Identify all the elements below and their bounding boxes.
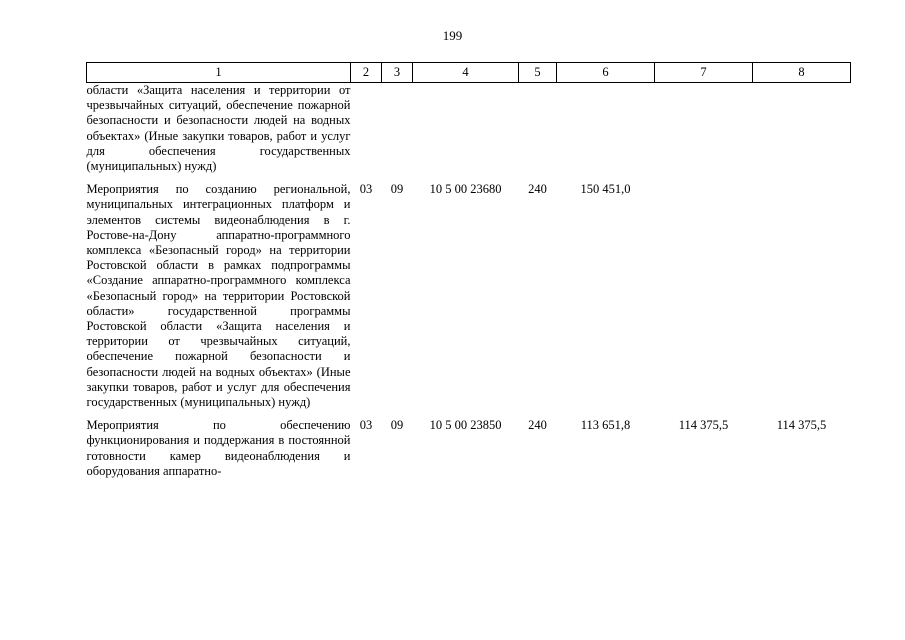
row-amount-1: 150 451,0 [580, 182, 631, 197]
row-amount-1 [557, 83, 655, 175]
header-col-5: 5 [519, 63, 557, 83]
row-description: Мероприятия по обеспечению функционирования и поддержания в постоянной готовности камер видеонаблюдения и оборудования аппаратно- [86, 418, 351, 478]
header-col-6: 6 [557, 63, 655, 83]
row-expense-type [519, 83, 557, 175]
row-section: 03 [359, 418, 373, 433]
row-subsection: 09 [390, 418, 404, 433]
row-amount-2 [655, 83, 753, 175]
row-target-article: 10 5 00 23680 [429, 182, 502, 197]
row-section: 03 [359, 182, 373, 197]
row-expense-type: 240 [528, 182, 547, 197]
row-spacer [87, 174, 851, 182]
header-row [87, 63, 851, 83]
row-subsection: 09 [390, 182, 404, 197]
header-col-2: 2 [351, 63, 382, 83]
header-col-3: 3 [382, 63, 413, 83]
page-number: 199 [442, 28, 463, 43]
row-spacer [87, 410, 851, 418]
row-section [351, 83, 382, 175]
row-target-article: 10 5 00 23850 [429, 418, 502, 433]
table-row [87, 418, 851, 479]
row-subsection [382, 83, 413, 175]
header-col-1: 1 [87, 63, 351, 83]
header-col-8: 8 [753, 63, 851, 83]
header-col-7: 7 [655, 63, 753, 83]
budget-table [86, 62, 851, 479]
row-description: области «Защита населения и территории от чрезвычайных ситуаций, обеспечение пожарной безопасности и безопасности людей на водных объектах» (Иные закупки товаров, работ и услуг для обеспечения государственных (муниципальных) нужд) [86, 83, 351, 174]
row-description: Мероприятия по созданию региональной, муниципальных интеграционных платформ и элементов системы видеонаблюдения в г. Ростове-на-Дону аппаратно-программного комплекса «Безопасный город» на территории Ростовской области в рамках подпрограммы «Создание аппаратно-программного комплекса «Безопасный город» на территории Ростовской области» государственной программы Ростовской области «Защита населения и территории от чрезвычайных ситуаций, обеспечение пожарной безопасности и безопасности людей на водных объектах» (Иные закупки товаров, работ и услуг для обеспечения государственных (муниципальных) нужд) [86, 182, 351, 410]
row-expense-type: 240 [528, 418, 547, 433]
row-amount-3: 114 375,5 [776, 418, 827, 433]
row-amount-2: 114 375,5 [678, 418, 729, 433]
table-row [87, 83, 851, 175]
row-amount-3 [753, 182, 851, 410]
row-amount-3 [753, 83, 851, 175]
row-target-article [413, 83, 519, 175]
header-col-4: 4 [413, 63, 519, 83]
row-amount-1: 113 651,8 [580, 418, 631, 433]
row-amount-2 [655, 182, 753, 410]
table-row [87, 182, 851, 410]
